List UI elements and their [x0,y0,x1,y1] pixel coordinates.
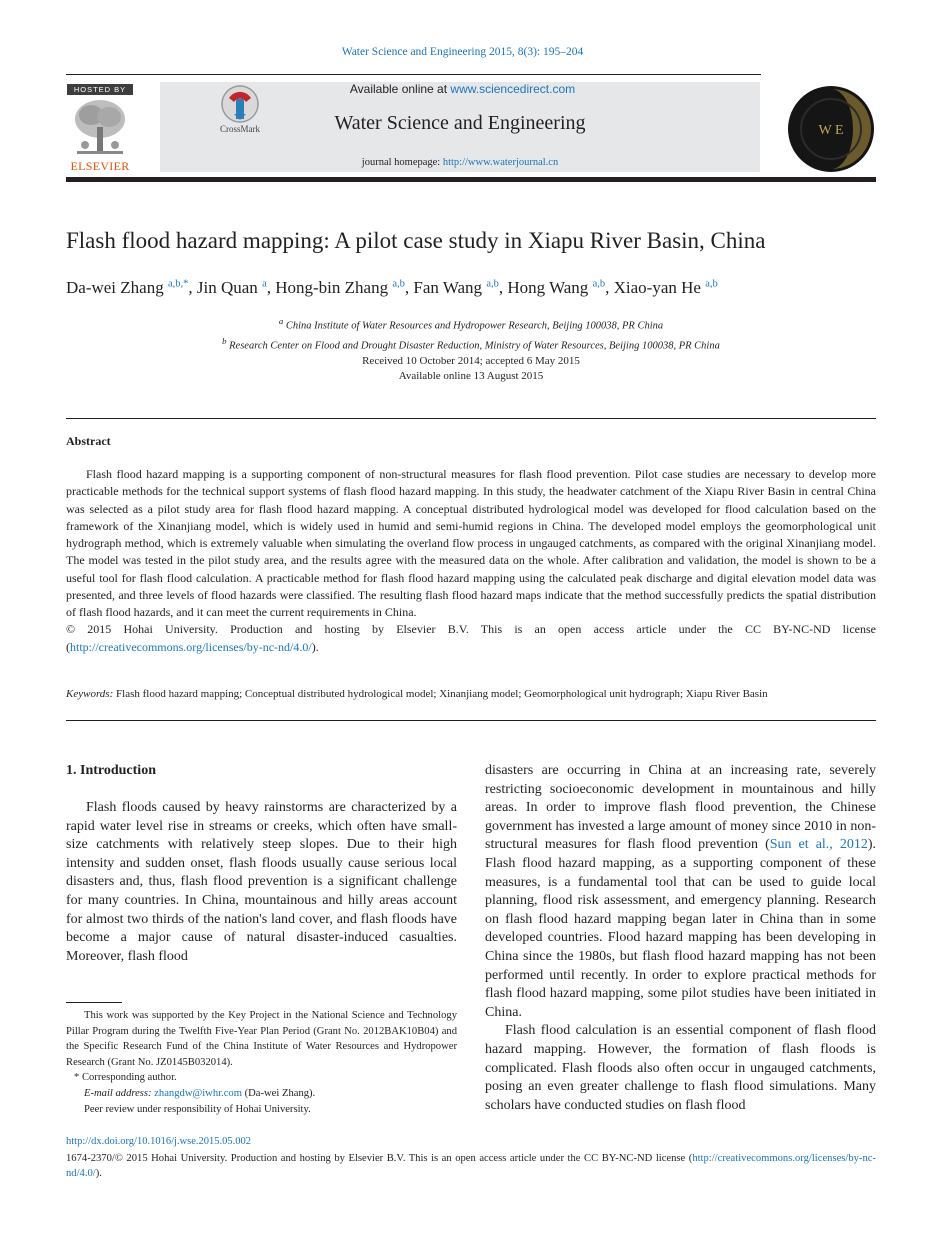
available-prefix: Available online at [349,82,451,96]
doi-link[interactable]: http://dx.doi.org/10.1016/j.wse.2015.05.002 [66,1136,252,1147]
author-list [66,278,876,298]
abstract-text: Flash flood hazard mapping is a supporting component of non-structural measures for flash flood prevention. Pilot case studies are necessary to develop more practicable methods for the technical support systems of flash flood hazard mapping. In this study, the headwater catchment of the Xiapu River Basin in central China was selected as a pilot study area for flash flood hazard mapping. A conceptual distributed hydrological model was developed for flood calculation based on the framework of the Xinanjiang model, which is widely used in humid and semi-humid regions in China. The developed model employs the geomorphological unit hydrograph method, which is extremely valuable when simulating the overland flow process in ungauged catchments, as compared with the original Xinanjiang model. The model was tested in the pilot study area, and the results agree with the measured data on the whole. After calibration and validation, the model is shown to be a useful tool for flash flood calculation. A practicable method for flash flood hazard mapping using the calculated peak discharge and digital elevation model data was presented, and three levels of flood hazards were classified. The resulting flash flood hazard maps indicate that the method successfully predicts the spatial distribution of flash flood hazards, and it can meet the current requirements in China. [66,467,876,619]
intro-paragraph-1-cont [485,762,876,1022]
author-separator: , [266,278,276,297]
intro-paragraph-1: Flash floods caused by heavy rainstorms are characterized by a rapid water level rise in streams or creeks, which often have small-size catchments with relatively steep slopes. Due to their high intensity and sudden onset, flash floods usually cause serious local disasters and, thus, flash flood prevention is a significant challenge for many countries. In China, mountainous and hilly areas account for almost two thirds of the nation's land cover, and flash floods have become a major cause of natural disaster-induced casualties. Moreover, flash flood [66,800,457,964]
keywords-line [66,688,876,700]
hosted-by-label: HOSTED BY [67,84,133,95]
elsevier-tree-icon [71,97,129,157]
right-column [485,762,876,1115]
wse-journal-logo-icon [786,85,876,173]
author-name: Hong-bin Zhang [275,278,389,297]
corresponding-author-note: * Corresponding author. [74,1072,177,1084]
header-top-rule [66,74,761,75]
elsevier-logo [67,84,133,174]
affiliation-mark: b [222,335,227,346]
affiliations [66,314,876,353]
author-affiliation-marks[interactable]: a,b [592,278,606,290]
email-note [66,1086,457,1102]
author-affiliation-marks[interactable]: a [262,278,267,290]
author-name: Fan Wang [413,278,483,297]
journal-homepage-line [260,157,660,168]
header-thick-rule [66,177,876,182]
journal-homepage-link[interactable]: http://www.waterjournal.cn [442,157,559,168]
author-name: Hong Wang [507,278,589,297]
author-separator: , [404,278,414,297]
author-name: Da-wei Zhang [66,278,164,297]
funding-footnote: This work was supported by the Key Project in the National Science and Technology Pillar Program during the Twelfth Five-Year Plan Period (Grant No. 2012BAK10B04) and the Specific Research Fund of the China Institute of Water Resources and Hydropower Research (Grant No. JZ0145B032014). [66,1010,457,1068]
article-dates [66,354,876,384]
footnotes [66,1008,457,1117]
affiliation-a [66,314,876,334]
section-heading-introduction: 1. Introduction [66,763,156,778]
paper-title: Flash flood hazard mapping: A pilot case study in Xiapu River Basin, China [66,228,766,253]
author-name: Xiao-yan He [613,278,701,297]
author-affiliation-marks[interactable]: a,b [392,278,405,290]
author-affiliation-marks[interactable]: a,b [486,278,499,290]
author-name: Jin Quan [196,278,258,297]
abstract-top-rule [66,418,876,419]
intro-paragraph-2: Flash flood calculation is an essential component of flash flood hazard mapping. However, the formation of flash floods is complicated. Flash floods also often occur in ungauged catchments, posing an even greater challenge to flash flood simulations. Many scholars have conducted studies on flash flood [485,1023,876,1113]
email-name: (Da-wei Zhang). [241,1087,316,1099]
affiliation-text: China Institute of Water Resources and Hydropower Research, Beijing 100038, PR China [285,320,664,332]
footer-license [66,1151,876,1181]
journal-title: Water Science and Engineering [334,112,586,134]
author-separator: , [188,278,197,297]
keywords-label: Keywords: [66,688,114,700]
author-separator: , [498,278,508,297]
journal-reference[interactable]: Water Science and Engineering 2015, 8(3): 195–204 [341,46,584,58]
author-affiliation-marks[interactable]: a,b,* [167,278,189,290]
paragraph-text: disasters are occurring in China at an increasing rate, severely restricting socioeconomic development in mountainous and hilly areas. In order to improve flash flood prevention, the Chinese government has invested a large amount of money since 2010 in non-structural measures for flash flood prevention ( [485,763,876,853]
peer-review-note: Peer review under responsibility of Hohai University. [84,1103,311,1115]
affiliation-text: Research Center on Flood and Drought Disaster Reduction, Ministry of Water Resources, Beijing 100038, PR China [229,340,720,351]
cc-license-link[interactable]: http://creativecommons.org/licenses/by-nc-nd/4.0/ [70,639,312,654]
crossmark-label: CrossMark [220,124,260,134]
paragraph-text: ). Flash flood hazard mapping, as a supporting component of these measures, is a fundamental tool that can be used to guide local planning, flood risk assessment, and emergency planning. Research on flash flood hazard mapping began later in China than in some developed countries. Flood hazard mapping has been developing in China since the 1980s, but flash flood hazard mapping has not been performed until recently. In order to explore practical methods for flash flood hazard mapping, some pilot studies have been initiated in China. [485,837,876,1020]
keywords-text: Flash flood hazard mapping; Conceptual distributed hydrological model; Xinanjiang model; Geomorphological unit hydrograph; Xiapu River Basin [113,688,768,700]
abstract-bottom-rule [66,720,876,721]
footnote-rule [66,1002,122,1003]
copyright-text: © 2015 Hohai University. Production and hosting by Elsevier B.V. This is an open access article under the CC BY-NC-ND license ( [66,622,876,654]
license-suffix: ). [95,1168,102,1179]
affiliation-mark: a [278,316,284,326]
citation-link[interactable]: Sun et al., 2012 [769,837,868,853]
sciencedirect-link[interactable]: www.sciencedirect.com [450,82,576,96]
copyright-suffix: ). [311,639,319,654]
affiliation-b [66,334,876,354]
license-text: 1674-2370/© 2015 Hohai University. Production and hosting by Elsevier B.V. This is an open access article under the CC BY-NC-ND license ( [66,1153,693,1164]
abstract-body [66,466,876,656]
available-online-line [300,82,625,96]
footer-cc-license-link[interactable]: http://creativecommons.org/licenses/by-nc-nd/4.0/ [66,1153,876,1179]
abstract-heading: Abstract [66,434,111,448]
author-affiliation-marks[interactable]: a,b [705,278,718,290]
author-separator: , [605,278,614,297]
email-label: E-mail address: [84,1087,155,1099]
left-column [66,799,457,966]
abstract-copyright [66,621,876,656]
email-link[interactable]: zhangdw@iwhr.com [154,1087,242,1099]
homepage-prefix: journal homepage: [361,157,443,168]
elsevier-wordmark: ELSEVIER [70,159,130,173]
received-accepted: Received 10 October 2014; accepted 6 May 2015 [362,355,580,367]
wse-logo-text: W E [818,123,844,138]
available-online-date: Available online 13 August 2015 [398,370,544,382]
